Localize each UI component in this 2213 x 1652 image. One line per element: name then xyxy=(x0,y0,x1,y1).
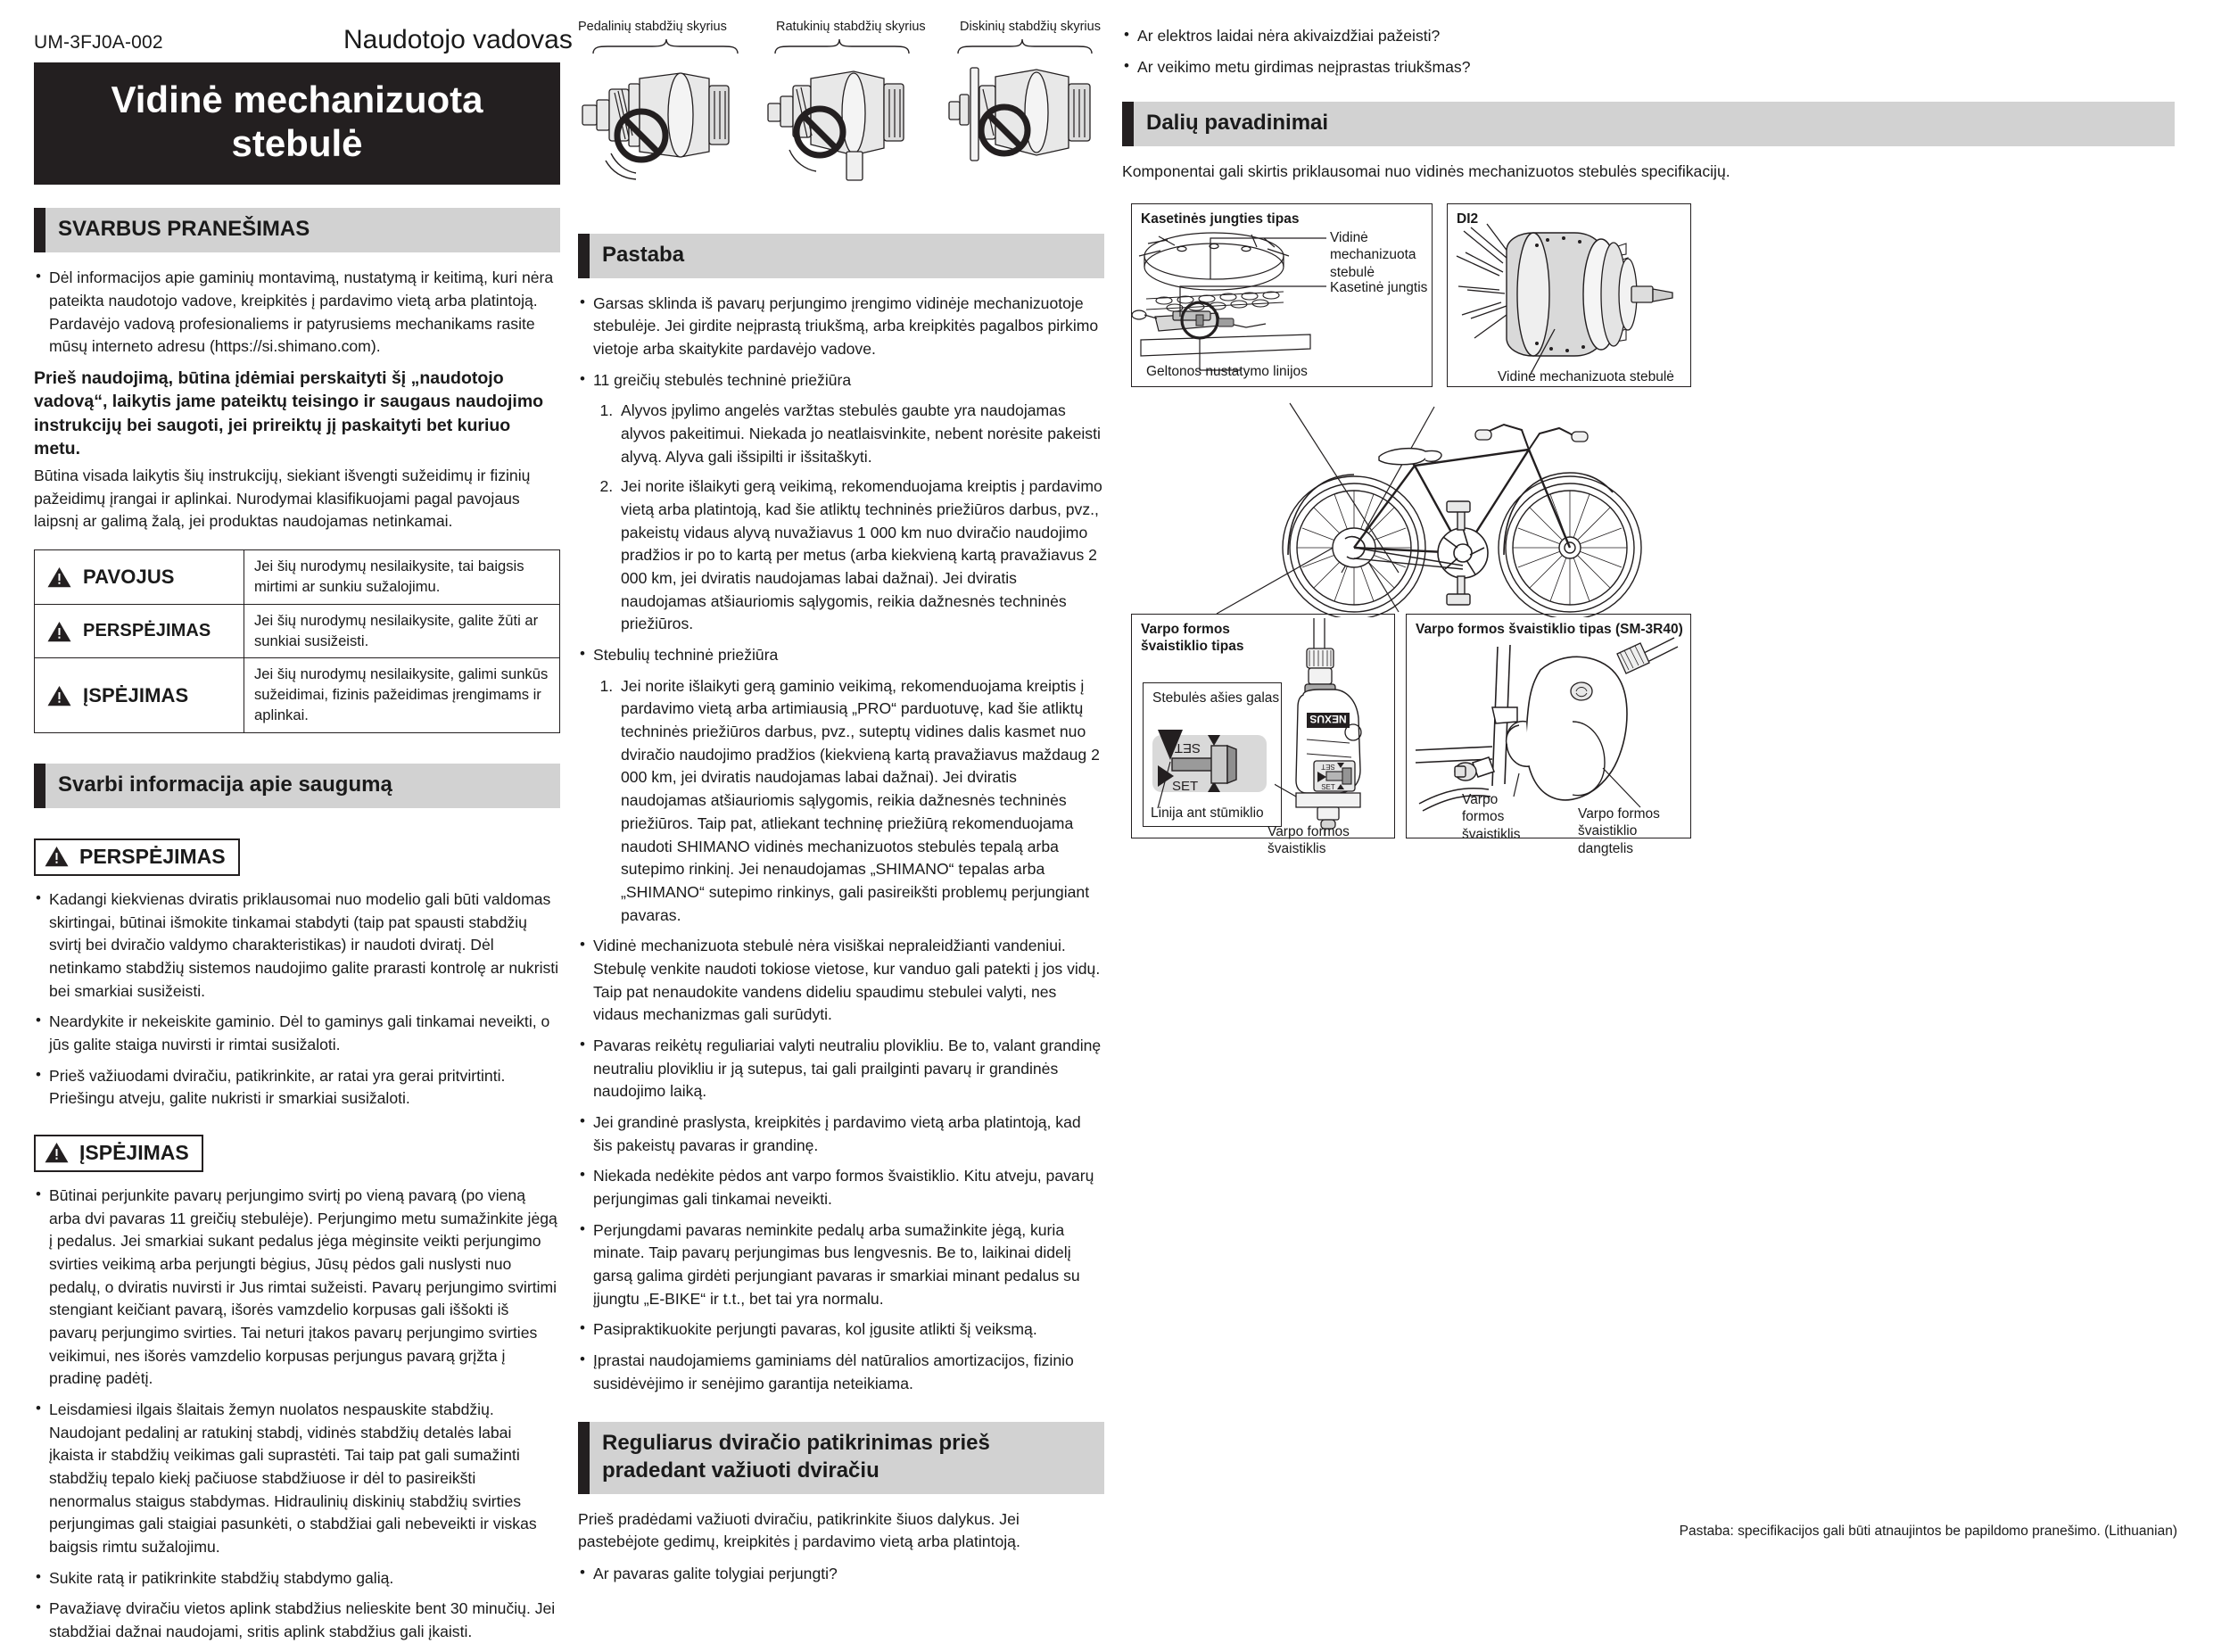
list-item: • Pavaras reikėtų reguliariai valyti neutraliu plovikliu. Be to, valant grandinę neutraliu plovikliu ir ją sutepus, tai gali prailginti pavarų ir grandinės naudojimo laiką. xyxy=(578,1035,1104,1103)
notice-after-text: Būtina visada laikytis šių instrukcijų, siekiant išvengti sužeidimų ir fizinių pažeidimų įrangai ir aplinkai. Nurodymai klasifikuojami pagal pavojaus laipsnį ar galimą žalą, jei produktas naudojamas netinkamai. xyxy=(34,466,531,531)
svg-text:SET: SET xyxy=(1321,763,1335,771)
warning-triangle-icon xyxy=(45,1142,69,1163)
warning-badge-label: ĮSPĖJIMAS xyxy=(79,1140,189,1164)
coaster-brake-hub-illustration xyxy=(574,39,739,186)
warning-triangle-icon xyxy=(45,846,69,867)
bell-crank-sm3r40-drawing xyxy=(1407,615,1690,838)
warning-triangle-icon xyxy=(47,566,71,588)
callout-cassette-joint: Kasetinė jungtis xyxy=(1330,280,1428,295)
section-header-label: Dalių pavadinimai xyxy=(1134,102,2175,146)
warning-badge-label: PERSPĖJIMAS xyxy=(79,844,226,868)
bicycle-illustration xyxy=(1131,394,1684,617)
hazard-level-cell xyxy=(35,658,244,733)
list-item: • 11 greičių stebulės techninė priežiūra xyxy=(578,369,1104,392)
section-header-regular-check xyxy=(578,1422,1104,1493)
disc-brake-hub-illustration xyxy=(944,39,1100,186)
safety-warning-list-2 xyxy=(34,1185,560,1644)
list-item: • Vidinė mechanizuota stebulė nėra visiškai nepraleidžianti vandeniui. Stebulę venkite naudoti tokiose vietose, kur vanduo gali patekti į jos vidų. Taip pat nenaudokite vandens dideliu spaudimu stebulei valyti, nes vidaus mechanizmas gali surūdyti. xyxy=(578,935,1104,1027)
list-item: 1. Jei norite išlaikyti gerą gaminio veikimą, rekomenduojama kreiptis į pardavimo vietą arba artimiausią „PRO“ parduotuvę, kad šie atliktų techninės priežiūros darbus, pvz., suteptų vidines dalis kasmet nuo dviračio naudojimo pradžios (kiekvieną kartą pravažiavus maždaug 2 000 km, jei dviratis naudojamas labai dažnai). Jei dviratis naudojamas atšiauriomis sąlygomis, reikia dažnesnės techninės priežiūros. Taip pat, atliekant techninę priežiūrą rekomenduojama naudoti SHIMANO vidinės mechanizuotos stebulės tepalą arba sutepimo rinkinį. Jei nenaudojamas „SHIMANO“ tepalas arba „SHIMANO“ sutepimo rinkinys, gali pasireikšti problemų perjungiant pavaras. xyxy=(617,675,1104,927)
callout-inner-hub-di2: Vidinė mechanizuota stebulė xyxy=(1498,369,1674,384)
section-header-label: Reguliarus dviračio patikrinimas prieš pradedant važiuoti dviračiu xyxy=(590,1422,1104,1493)
list-item: • Neardykite ir nekeiskite gaminio. Dėl to gaminys gali tinkamai neveikti, o jūs galite staiga nuvirsti ir rimtai susižaloti. xyxy=(34,1011,560,1056)
top-figure-caption-2: Ratukinių stabdžių skyrius xyxy=(776,20,926,34)
regular-check-intro: Prieš pradėdami važiuoti dviračiu, patikrinkite šiuos dalykus. Jei pastebėjote gedimų, kreipkitės į pardavimo vietą arba platintoją. xyxy=(578,1509,1020,1551)
figure-cassette-joint-type xyxy=(1131,203,1433,387)
page-title: Vidinė mechanizuota stebulė xyxy=(34,62,560,185)
column-1 xyxy=(34,0,560,1652)
hazard-level-label: PAVOJUS xyxy=(83,565,175,588)
inset-title: Stebulės ašies galas xyxy=(1152,690,1280,706)
section-header-label: Pastaba xyxy=(590,234,1104,278)
list-item: • Kadangi kiekvienas dviratis priklausomai nuo modelio gali būti valdomas skirtingai, būtinai išmokite tinkamai stabdyti (taip pat spausti stabdžių svirtį bei dviračio valdymo charakteristikas) ir naudoti dviratį. Dėl netinkamo stabdžių sistemos naudojimo galite prarasti kontrolę ar nukristi bei smarkiai susižeisti. xyxy=(34,888,560,1003)
hazard-level-label: PERSPĖJIMAS xyxy=(83,621,211,641)
roller-brake-hub-illustration xyxy=(761,39,917,186)
section-header-label: SVARBUS PRANEŠIMAS xyxy=(45,208,560,252)
di2-hub-drawing xyxy=(1448,204,1690,386)
list-item: 2. Jei norite išlaikyti gerą veikimą, rekomenduojama kreiptis į pardavimo vietą arba platintoją, kad šie atliktų techninės priežiūros darbus, pvz., pakeistų vidaus alyvą nuvažiavus 1 000 km nuo dviračio naudojimo pradžios ir po to kartą per metus (arba kiekvieną kartą pravažiavus 2 000 km, jei dviratis naudojamas labai dažnai). Jei dviratis naudojamas atšiauriomis sąlygomis, reikia dažnesnės techninės priežiūros. xyxy=(617,475,1104,636)
section-header-note xyxy=(578,234,1104,278)
svg-text:SET: SET xyxy=(1172,779,1199,794)
section-header-part-names xyxy=(1122,102,2175,146)
list-item: • Perjungdami pavaras neminkite pedalų arba sumažinkite jėgą, kuria minate. Taip pavarų perjungimas bus lengvesnis. Be to, laikinai didelį garsą galima girdėti perjungiant pavaras ir smarkiai minant pedalus su įjungtu „E-BIKE“ ir t.t., bet tai yra normalu. xyxy=(578,1219,1104,1311)
section-header-safety-info xyxy=(34,764,560,808)
maintenance-11speed-list xyxy=(578,400,1104,636)
figure-title: DI2 xyxy=(1457,211,1479,227)
hazard-desc-cell: Jei šių nurodymų nesilaikysite, galite žūti ar sunkiai susižeisti. xyxy=(244,604,560,658)
list-item: 1. Alyvos įpylimo angelės varžtas stebulės gaubte yra naudojamas alyvos pakeitimui. Niekada jo neatlaisvinkite, nebent norėsite pakeisti alyvą. Alyva gali išsipilti ir išsitaškyti. xyxy=(617,400,1104,468)
callout-yellow-setting-lines: Geltonos nustatymo linijos xyxy=(1146,364,1308,379)
callout-bell-crank: Varpo formos švaistiklis xyxy=(1268,824,1350,857)
document-kind: Naudotojo vadovas xyxy=(343,25,573,54)
column-2 xyxy=(578,234,1104,1594)
callout-line-on-pushrod: Linija ant stūmiklio xyxy=(1151,805,1264,821)
svg-text:SET: SET xyxy=(1321,783,1335,791)
list-item: • Pavažiavę dviračiu vietos aplink stabdžius nelieskite bent 30 minučių. Jei stabdžiai dažnai naudojami, sritis aplink stabdžius gali įkaisti. xyxy=(34,1598,560,1643)
figure-title: Varpo formos švaistiklio tipas xyxy=(1141,622,1244,655)
warning-triangle-icon xyxy=(47,685,71,706)
callout-bell-crank-right: Varpo formos švaistiklis xyxy=(1462,792,1521,842)
footer-note: Pastaba: specifikacijos gali būti atnaujintos be papildomo pranešimo. (Lithuanian) xyxy=(1679,1524,2177,1539)
note-list-rest xyxy=(578,935,1104,1395)
hazard-level-table xyxy=(34,549,560,733)
section-header-important-notice xyxy=(34,208,560,252)
table-row xyxy=(35,658,560,733)
list-item: • Stebulių techninė priežiūra xyxy=(578,644,1104,667)
warning-badge-perspejimas xyxy=(34,838,240,876)
callout-inner-hub: Vidinė mechanizuota stebulė xyxy=(1330,230,1416,280)
svg-text:SET: SET xyxy=(1174,740,1201,756)
section-accent-bar xyxy=(1122,102,1134,146)
regular-check-list xyxy=(578,1563,1104,1586)
safety-warning-list-1 xyxy=(34,888,560,1111)
list-item: • Ar elektros laidai nėra akivaizdžiai pažeisti? xyxy=(1122,25,2175,48)
list-item: • Pasipraktikuokite perjungti pavaras, kol įgusite atlikti šį veiksmą. xyxy=(578,1318,1104,1342)
note-list-top xyxy=(578,293,1104,392)
top-figure-caption-1: Pedalinių stabdžių skyrius xyxy=(578,20,727,34)
top-illustration-strip xyxy=(578,20,1113,194)
document-code: UM-3FJ0A-002 xyxy=(34,32,163,53)
list-item: • Ar veikimo metu girdimas neįprastas triukšmas? xyxy=(1122,56,2175,79)
list-item: • Prieš važiuodami dviračiu, patikrinkite, ar ratai yra gerai pritvirtinti. Priešingu atveju, galite nukristi ir smarkiai susižaloti. xyxy=(34,1065,560,1111)
note-list-hub xyxy=(578,644,1104,667)
figure-title: Varpo formos švaistiklio tipas (SM-3R40) xyxy=(1416,622,1683,637)
top-figure-caption-3: Diskinių stabdžių skyrius xyxy=(960,20,1101,34)
figure-bell-crank-type xyxy=(1131,614,1395,857)
hazard-desc-cell: Jei šių nurodymų nesilaikysite, tai baigsis mirtimi ar sunkiu sužalojimu. xyxy=(244,549,560,604)
part-names-intro: Komponentai gali skirtis priklausomai nuo vidinės mechanizuotos stebulės specifikacijų. xyxy=(1122,162,1730,181)
list-item: • Garsas sklinda iš pavarų perjungimo įrengimo vidinėje mechanizuotoje stebulėje. Jei girdite neįprastą triukšmą, arba kreipkitės pagalbos pirkimo vietoje arba skaitykite pardavėjo vadove. xyxy=(578,293,1104,361)
hazard-desc-cell: Jei šių nurodymų nesilaikysite, galimi sunkūs sužeidimai, fizinis pažeidimas įrengimams ir aplinkai. xyxy=(244,658,560,733)
callout-bell-crank-cover: Varpo formos švaistiklio dangtelis xyxy=(1578,806,1660,856)
list-item: • Niekada nedėkite pėdos ant varpo formos švaistiklio. Kitu atveju, pavarų perjungimas gali tinkamai neveikti. xyxy=(578,1165,1104,1210)
list-item: • Sukite ratą ir patikrinkite stabdžių stabdymo galią. xyxy=(34,1567,560,1590)
hazard-level-label: ĮSPĖJIMAS xyxy=(83,683,189,706)
section-accent-bar xyxy=(34,208,45,252)
table-row xyxy=(35,549,560,604)
list-item: • Įprastai naudojamiems gaminiams dėl natūralios amortizacijos, fizinio susidėvėjimo ir senėjimo garantija neteikiama. xyxy=(578,1350,1104,1395)
important-notice-list xyxy=(34,267,560,359)
section-accent-bar xyxy=(578,234,590,278)
list-item: • Būtinai perjunkite pavarų perjungimo svirtį po vieną pavarą (po vieną arba dvi pavaras 11 greičių stebulėje). Perjungimo metu sumažinkite jėgą į pedalus. Jei smarkiai sukant pedalus jėga mėginsite veikti perjungimo svirties veikimą arba perjungti bėgius, Jūsų pėdos gali nuslysti nuo pedalų, o dviratis nuvirsti ir Jus rimtai sužeisti. Pavarų perjungimo svirtimi stengiant keičiant pavarą, išorės vamzdelio korpusas gali iššokti iš pavarų perjungimo svirties. Tai neturi įtakos pavarų perjungimo svirties veikimui, nes išorės vamzdelio korpusas perjungus pavarą grįžta į pradinę padėtį. xyxy=(34,1185,560,1391)
warning-triangle-icon xyxy=(47,621,71,642)
list-item: • Ar pavaras galite tolygiai perjungti? xyxy=(578,1563,1104,1586)
inset-hub-axle-end xyxy=(1143,682,1282,827)
bell-crank-drawing xyxy=(1275,618,1391,838)
list-item: • Jei grandinė praslysta, kreipkitės į pardavimo vietą arba platintoją, kad šis pakeistų pavaras ir grandinę. xyxy=(578,1111,1104,1157)
warning-badge-ispejimas xyxy=(34,1135,203,1172)
figure-di2-type xyxy=(1447,203,1691,387)
figure-bell-crank-sm3r40 xyxy=(1406,614,1691,856)
maintenance-hub-list xyxy=(578,675,1104,927)
section-header-label: Svarbi informacija apie saugumą xyxy=(45,764,560,808)
list-item: • Dėl informacijos apie gaminių montavimą, nustatymą ir keitimą, kuri nėra pateikta naudotojo vadove, kreipkitės į pardavimo vietą arba platintoją. Pardavėjo vadovą profesionaliems ir patyrusiems mechanikams rasite mūsų interneto adresu (https://si.shimano.com). xyxy=(34,267,560,359)
list-item: • Leisdamiesi ilgais šlaitais žemyn nuolatos nespauskite stabdžių. Naudojant pedalinį ar ratukinį stabdį, vidinės stabdžių detalės labai įkaista ir stabdžių veikimas gali suprastėti. Tai taip pat gali sumažinti stabdžių tepalo kiekį pačiuose stabdžiuose ir dėl to pasireikšti nenormalus staigus stabdymas. Hidraulinių diskinių stabdžių svirties perjungimas gali staigiai pasunkėti, o stabdžiai gali nebeveikti ir viskas baigsis rimtu sužalojimu. xyxy=(34,1399,560,1559)
hazard-level-cell xyxy=(35,549,244,604)
column-3 xyxy=(1122,25,2175,193)
notice-bold-text: Prieš naudojimą, būtina įdėmiai perskaityti šį „naudotojo vadovą“, laikytis jame pateiktų teisingo ir saugaus naudojimo instrukcijų bei saugoti, jei prireiktų jį paskaityti bet kuriuo metu. xyxy=(34,368,544,459)
section-accent-bar xyxy=(578,1422,590,1493)
hazard-level-cell xyxy=(35,604,244,658)
brand-label: NEXUS xyxy=(1309,713,1347,725)
section-accent-bar xyxy=(34,764,45,808)
figure-title: Kasetinės jungties tipas xyxy=(1141,211,1300,227)
table-row xyxy=(35,604,560,658)
regular-check-list-continued xyxy=(1122,25,2175,78)
